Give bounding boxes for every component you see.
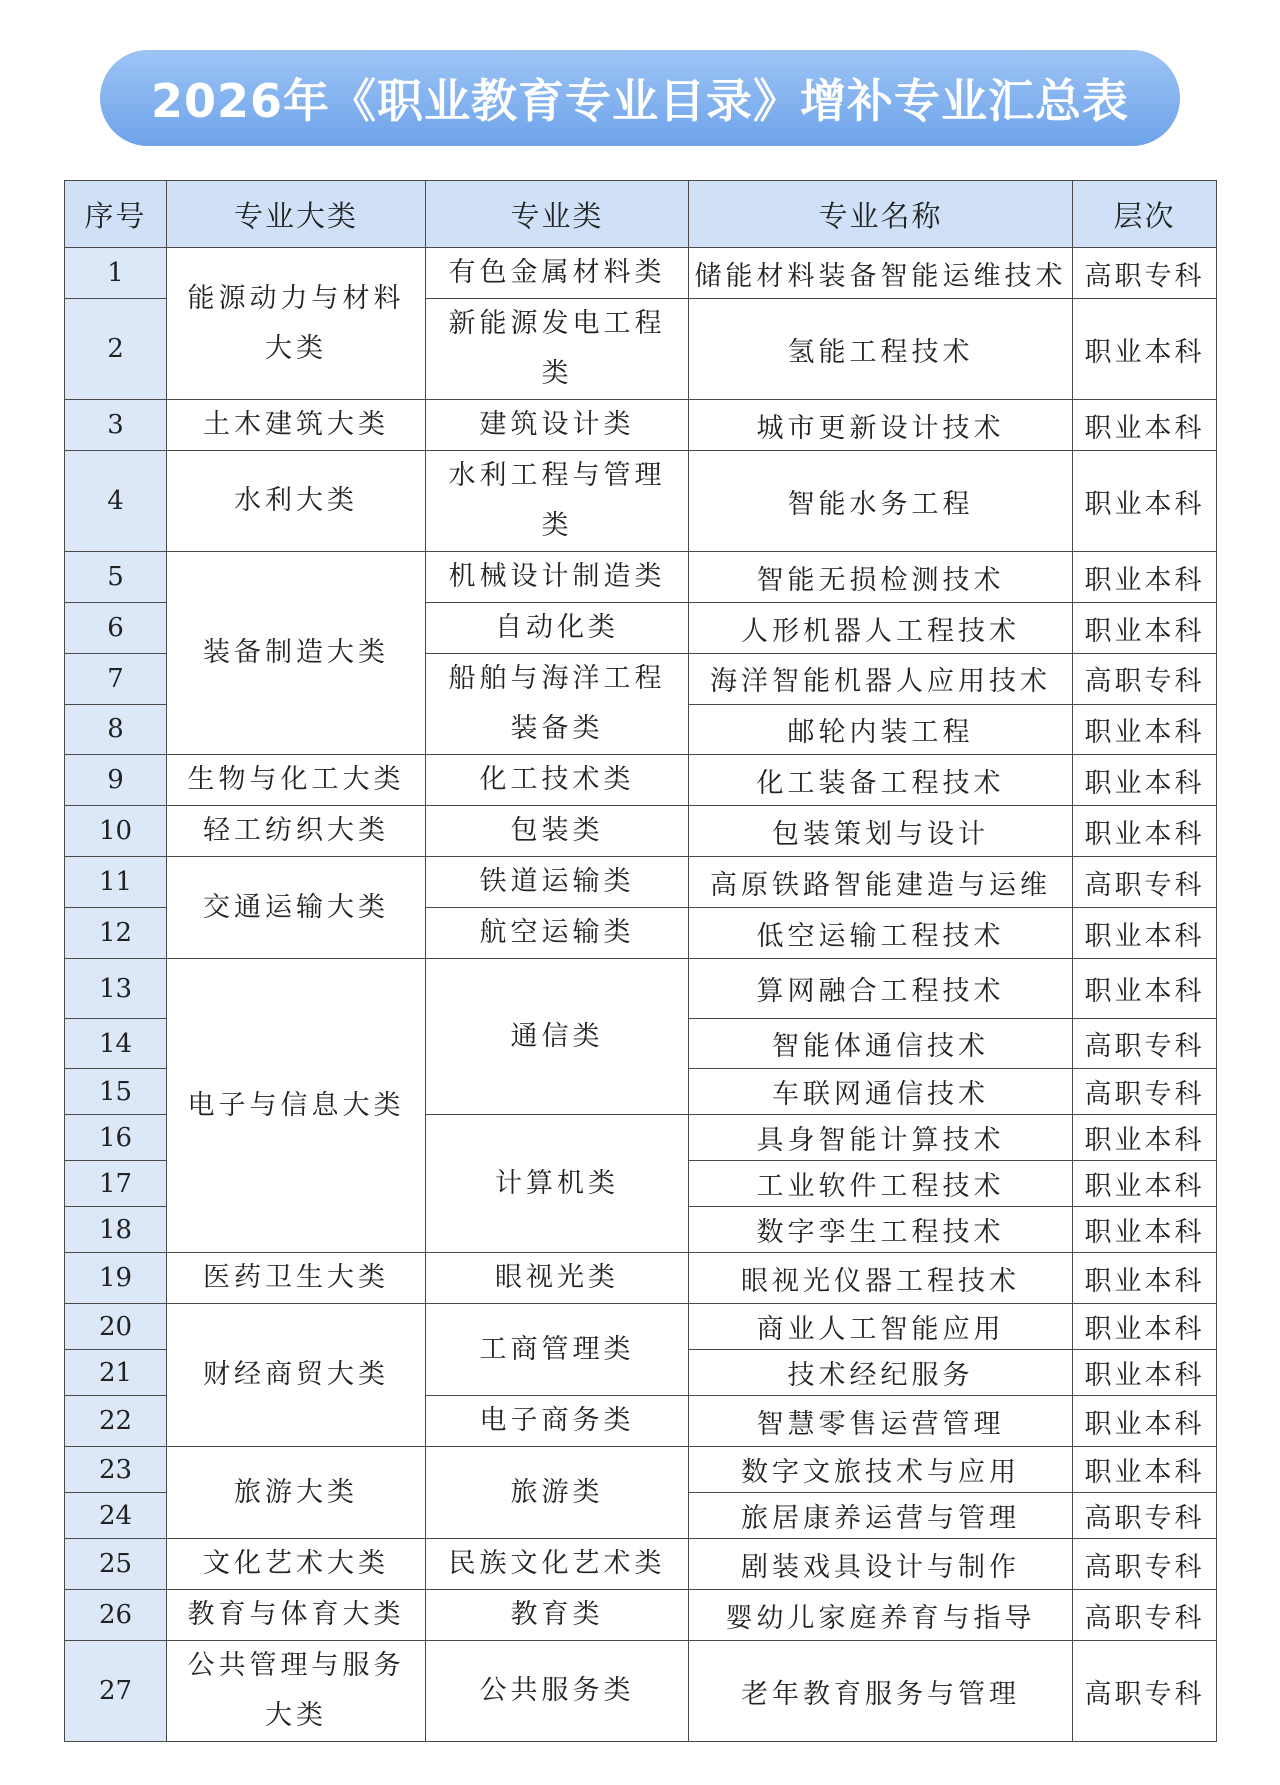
- major-name-cell: 旅居康养运营与管理: [689, 1493, 1073, 1539]
- row-seq: 8: [65, 704, 167, 755]
- row-seq: 26: [65, 1590, 167, 1641]
- major-name-cell: 眼视光仪器工程技术: [689, 1253, 1073, 1304]
- major-name-cell: 剧装戏具设计与制作: [689, 1539, 1073, 1590]
- page-title: 2026年《职业教育专业目录》增补专业汇总表: [150, 74, 1130, 128]
- level-cell: 高职专科: [1073, 1493, 1217, 1539]
- level-cell: 职业本科: [1073, 603, 1217, 654]
- category-label: 生物与化工大类: [187, 764, 405, 795]
- row-seq: 7: [65, 654, 167, 705]
- row-seq: 17: [65, 1161, 167, 1207]
- row-seq: 15: [65, 1069, 167, 1115]
- major-name-cell: 车联网通信技术: [689, 1069, 1073, 1115]
- category-label: 电子与信息大类: [187, 1089, 405, 1121]
- level-cell: 高职专科: [1073, 1641, 1217, 1742]
- category-cell: [167, 1641, 426, 1742]
- class-label: 水利工程与管理类: [448, 460, 666, 541]
- class-cell: [426, 755, 689, 806]
- class-label: 航空运输类: [479, 917, 635, 948]
- category-cell: [167, 1447, 426, 1539]
- level-cell: 职业本科: [1073, 1304, 1217, 1350]
- catalog-table: [64, 180, 1217, 1742]
- class-cell: [426, 1641, 689, 1742]
- row-seq: 1: [65, 248, 167, 299]
- row-seq: 25: [65, 1539, 167, 1590]
- class-label: 计算机类: [495, 1167, 619, 1199]
- table-row: [65, 552, 1217, 603]
- row-seq: 12: [65, 908, 167, 959]
- major-name-cell: 工业软件工程技术: [689, 1161, 1073, 1207]
- level-cell: 职业本科: [1073, 806, 1217, 857]
- level-cell: 职业本科: [1073, 451, 1217, 552]
- row-seq: 6: [65, 603, 167, 654]
- category-cell: [167, 755, 426, 806]
- header-level: 层次: [1073, 181, 1217, 248]
- category-label: 医药卫生大类: [203, 1262, 389, 1293]
- category-cell: [167, 248, 426, 400]
- major-name-cell: 商业人工智能应用: [689, 1304, 1073, 1350]
- class-cell: [426, 1253, 689, 1304]
- table-body: [65, 248, 1217, 1742]
- major-name-cell: 海洋智能机器人应用技术: [689, 654, 1073, 705]
- class-label: 眼视光类: [495, 1262, 619, 1293]
- row-seq: 5: [65, 552, 167, 603]
- table-row: [65, 400, 1217, 451]
- category-label: 水利大类: [234, 485, 358, 516]
- class-cell: [426, 552, 689, 603]
- table-row: [65, 755, 1217, 806]
- major-name-cell: 高原铁路智能建造与运维: [689, 857, 1073, 908]
- class-cell: [426, 1396, 689, 1447]
- class-label: 通信类: [510, 1020, 604, 1052]
- category-label: 交通运输大类: [203, 891, 389, 923]
- category-cell: [167, 1539, 426, 1590]
- row-seq: 18: [65, 1207, 167, 1253]
- row-seq: 19: [65, 1253, 167, 1304]
- class-cell: [426, 603, 689, 654]
- class-cell: [426, 248, 689, 299]
- major-name-cell: 人形机器人工程技术: [689, 603, 1073, 654]
- major-name-cell: 具身智能计算技术: [689, 1115, 1073, 1161]
- major-name-cell: 氢能工程技术: [689, 299, 1073, 400]
- class-cell: [426, 299, 689, 400]
- level-cell: 职业本科: [1073, 1396, 1217, 1447]
- table-row: [65, 1539, 1217, 1590]
- class-label: 工商管理类: [479, 1333, 635, 1365]
- class-label: 民族文化艺术类: [448, 1548, 666, 1579]
- category-cell: [167, 451, 426, 552]
- level-cell: 高职专科: [1073, 1069, 1217, 1115]
- row-seq: 27: [65, 1641, 167, 1742]
- major-name-cell: 化工装备工程技术: [689, 755, 1073, 806]
- class-label: 铁道运输类: [479, 866, 635, 897]
- major-name-cell: 智能水务工程: [689, 451, 1073, 552]
- class-label: 机械设计制造类: [448, 561, 666, 592]
- table-row: [65, 857, 1217, 908]
- level-cell: 高职专科: [1073, 1019, 1217, 1069]
- header-class: 专业类: [426, 181, 689, 248]
- major-name-cell: 邮轮内装工程: [689, 704, 1073, 755]
- table-row: [65, 248, 1217, 299]
- category-label: 旅游大类: [234, 1476, 358, 1508]
- level-cell: 职业本科: [1073, 1115, 1217, 1161]
- row-seq: 4: [65, 451, 167, 552]
- table-row: [65, 451, 1217, 552]
- category-cell: [167, 806, 426, 857]
- class-label: 船舶与海洋工程装备类: [448, 663, 666, 744]
- class-cell: [426, 959, 689, 1115]
- category-label: 教育与体育大类: [187, 1599, 405, 1630]
- category-cell: [167, 400, 426, 451]
- category-label: 财经商贸大类: [203, 1359, 389, 1390]
- row-seq: 16: [65, 1115, 167, 1161]
- level-cell: 高职专科: [1073, 857, 1217, 908]
- class-label: 旅游类: [510, 1476, 604, 1508]
- class-cell: [426, 1590, 689, 1641]
- category-cell: [167, 1590, 426, 1641]
- class-label: 新能源发电工程类: [448, 308, 666, 389]
- header-seq: 序号: [65, 181, 167, 248]
- class-label: 教育类: [510, 1599, 604, 1630]
- class-label: 建筑设计类: [479, 409, 635, 440]
- major-name-cell: 婴幼儿家庭养育与指导: [689, 1590, 1073, 1641]
- table-row: [65, 806, 1217, 857]
- level-cell: 高职专科: [1073, 1590, 1217, 1641]
- row-seq: 10: [65, 806, 167, 857]
- level-cell: 高职专科: [1073, 654, 1217, 705]
- class-label: 自动化类: [495, 612, 619, 643]
- level-cell: 职业本科: [1073, 755, 1217, 806]
- header-row: [65, 181, 1217, 248]
- category-label: 土木建筑大类: [203, 409, 389, 440]
- category-label: 公共管理与服务大类: [187, 1650, 405, 1731]
- class-cell: [426, 857, 689, 908]
- category-cell: [167, 1253, 426, 1304]
- major-name-cell: 包装策划与设计: [689, 806, 1073, 857]
- category-label: 装备制造大类: [203, 637, 389, 668]
- major-name-cell: 技术经纪服务: [689, 1350, 1073, 1396]
- level-cell: 职业本科: [1073, 908, 1217, 959]
- header-category: 专业大类: [167, 181, 426, 248]
- row-seq: 11: [65, 857, 167, 908]
- category-cell: [167, 959, 426, 1253]
- level-cell: 高职专科: [1073, 1539, 1217, 1590]
- table-row: [65, 1304, 1217, 1350]
- row-seq: 13: [65, 959, 167, 1019]
- table-row: [65, 1253, 1217, 1304]
- major-name-cell: 老年教育服务与管理: [689, 1641, 1073, 1742]
- category-label: 文化艺术大类: [203, 1548, 389, 1579]
- level-cell: 职业本科: [1073, 1161, 1217, 1207]
- class-cell: [426, 1304, 689, 1396]
- class-label: 包装类: [510, 815, 604, 846]
- major-name-cell: 智能无损检测技术: [689, 552, 1073, 603]
- level-cell: 职业本科: [1073, 959, 1217, 1019]
- class-label: 有色金属材料类: [448, 257, 666, 288]
- class-cell: [426, 654, 689, 755]
- level-cell: 职业本科: [1073, 1447, 1217, 1493]
- table-row: [65, 1447, 1217, 1493]
- major-name-cell: 智能体通信技术: [689, 1019, 1073, 1069]
- level-cell: 职业本科: [1073, 299, 1217, 400]
- class-cell: [426, 400, 689, 451]
- major-name-cell: 储能材料装备智能运维技术: [689, 248, 1073, 299]
- class-cell: [426, 806, 689, 857]
- table-row: [65, 1590, 1217, 1641]
- level-cell: 职业本科: [1073, 552, 1217, 603]
- row-seq: 9: [65, 755, 167, 806]
- major-name-cell: 算网融合工程技术: [689, 959, 1073, 1019]
- level-cell: 职业本科: [1073, 400, 1217, 451]
- header-major: 专业名称: [689, 181, 1073, 248]
- category-cell: [167, 552, 426, 755]
- class-cell: [426, 451, 689, 552]
- major-name-cell: 数字文旅技术与应用: [689, 1447, 1073, 1493]
- class-label: 化工技术类: [479, 764, 635, 795]
- class-cell: [426, 1447, 689, 1539]
- level-cell: 职业本科: [1073, 704, 1217, 755]
- major-name-cell: 数字孪生工程技术: [689, 1207, 1073, 1253]
- level-cell: 职业本科: [1073, 1350, 1217, 1396]
- major-name-cell: 低空运输工程技术: [689, 908, 1073, 959]
- level-cell: 职业本科: [1073, 1207, 1217, 1253]
- class-cell: [426, 908, 689, 959]
- class-label: 公共服务类: [479, 1675, 635, 1706]
- table-row: [65, 959, 1217, 1019]
- row-seq: 2: [65, 299, 167, 400]
- major-name-cell: 智慧零售运营管理: [689, 1396, 1073, 1447]
- row-seq: 14: [65, 1019, 167, 1069]
- row-seq: 22: [65, 1396, 167, 1447]
- title-banner: [100, 50, 1180, 146]
- class-cell: [426, 1115, 689, 1253]
- category-cell: [167, 1304, 426, 1447]
- level-cell: 高职专科: [1073, 248, 1217, 299]
- row-seq: 24: [65, 1493, 167, 1539]
- class-label: 电子商务类: [479, 1405, 635, 1436]
- table-row: [65, 1641, 1217, 1742]
- major-name-cell: 城市更新设计技术: [689, 400, 1073, 451]
- level-cell: 职业本科: [1073, 1253, 1217, 1304]
- row-seq: 3: [65, 400, 167, 451]
- row-seq: 20: [65, 1304, 167, 1350]
- category-label: 轻工纺织大类: [203, 815, 389, 846]
- row-seq: 21: [65, 1350, 167, 1396]
- category-cell: [167, 857, 426, 959]
- class-cell: [426, 1539, 689, 1590]
- row-seq: 23: [65, 1447, 167, 1493]
- category-label: 能源动力与材料大类: [187, 282, 405, 364]
